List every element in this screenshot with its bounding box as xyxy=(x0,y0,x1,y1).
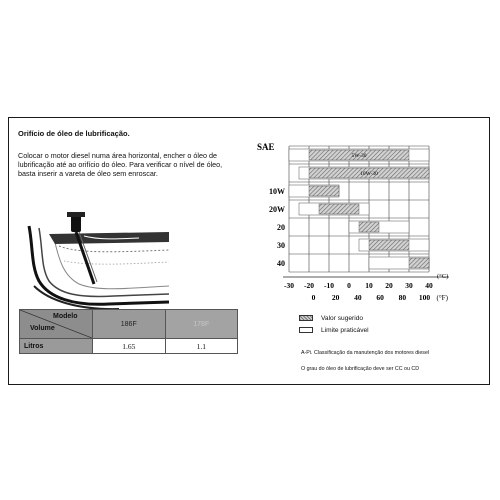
x-tick-celsius: -30 xyxy=(284,281,294,290)
x-tick-celsius: 40 xyxy=(425,281,433,290)
oil-volume-table xyxy=(19,309,238,354)
legend-suggested-label: Valor sugerido xyxy=(321,314,364,322)
legend-hatch-swatch xyxy=(299,315,313,321)
suggested-bar-20W xyxy=(319,204,359,214)
chart-legend xyxy=(299,312,369,336)
y-axis-title: SAE xyxy=(257,142,275,152)
legend-limit-label: Limite praticável xyxy=(321,326,369,334)
model-volume-header xyxy=(20,310,93,339)
x-tick-celsius: 10 xyxy=(365,281,373,290)
model-186f: 186F xyxy=(93,310,166,339)
document-panel xyxy=(8,117,490,385)
x-tick-fahrenheit: 40 xyxy=(354,293,362,302)
legend-suggested xyxy=(299,312,369,324)
note-oil-grade: O grau do óleo de lubrificação deve ser CC ou CD xyxy=(301,366,420,372)
value-186f: 1.65 xyxy=(93,339,166,354)
x-tick-fahrenheit: 20 xyxy=(331,293,340,302)
section-title: Orifício de óleo de lubrificação. xyxy=(18,129,130,138)
x-tick-celsius: -10 xyxy=(324,281,334,290)
value-178f: 1.1 xyxy=(165,339,238,354)
legend-plain-swatch xyxy=(299,327,313,333)
y-tick-label: 10W xyxy=(269,187,285,196)
oil-filler-illustration xyxy=(19,206,179,311)
litros-label: Litros xyxy=(20,339,93,354)
model-178f: 178F xyxy=(165,310,238,339)
x-unit-fahrenheit: (°F) xyxy=(436,294,448,302)
x-tick-fahrenheit: 80 xyxy=(398,293,407,302)
bar-label: 5W-30 xyxy=(351,153,367,159)
x-unit-celsius: (°C) xyxy=(437,273,449,280)
note-classification: A-Pi. Classificação da manutenção dos motores diesel xyxy=(301,350,430,356)
x-tick-celsius: -20 xyxy=(304,281,314,290)
y-tick-label: 20 xyxy=(277,223,285,232)
model-label: Modelo xyxy=(53,313,78,320)
y-tick-label: 40 xyxy=(277,259,285,268)
legend-limit xyxy=(299,324,369,336)
x-tick-fahrenheit: 100 xyxy=(418,293,431,302)
volume-label: Volume xyxy=(30,325,55,332)
sae-viscosity-chart xyxy=(249,132,489,307)
x-tick-celsius: 20 xyxy=(385,281,393,290)
suggested-bar-40 xyxy=(409,258,429,268)
y-tick-label: 20W xyxy=(269,205,285,214)
y-tick-label: 30 xyxy=(277,241,285,250)
suggested-bar-10W xyxy=(309,186,339,196)
x-tick-celsius: 0 xyxy=(347,281,351,290)
x-tick-fahrenheit: 60 xyxy=(376,293,384,302)
x-tick-celsius: 30 xyxy=(405,281,413,290)
instruction-paragraph: Colocar o motor diesel numa área horizontal, encher o óleo de lubrificação até ao orifício do óleo. Para verificar o nível de óleo, basta inserir a vareta de óleo sem enroscar. xyxy=(18,151,223,178)
suggested-bar-30 xyxy=(369,240,409,250)
bar-label: 10W-30 xyxy=(360,171,378,177)
x-tick-fahrenheit: 0 xyxy=(311,293,316,302)
suggested-bar-20 xyxy=(359,222,379,232)
